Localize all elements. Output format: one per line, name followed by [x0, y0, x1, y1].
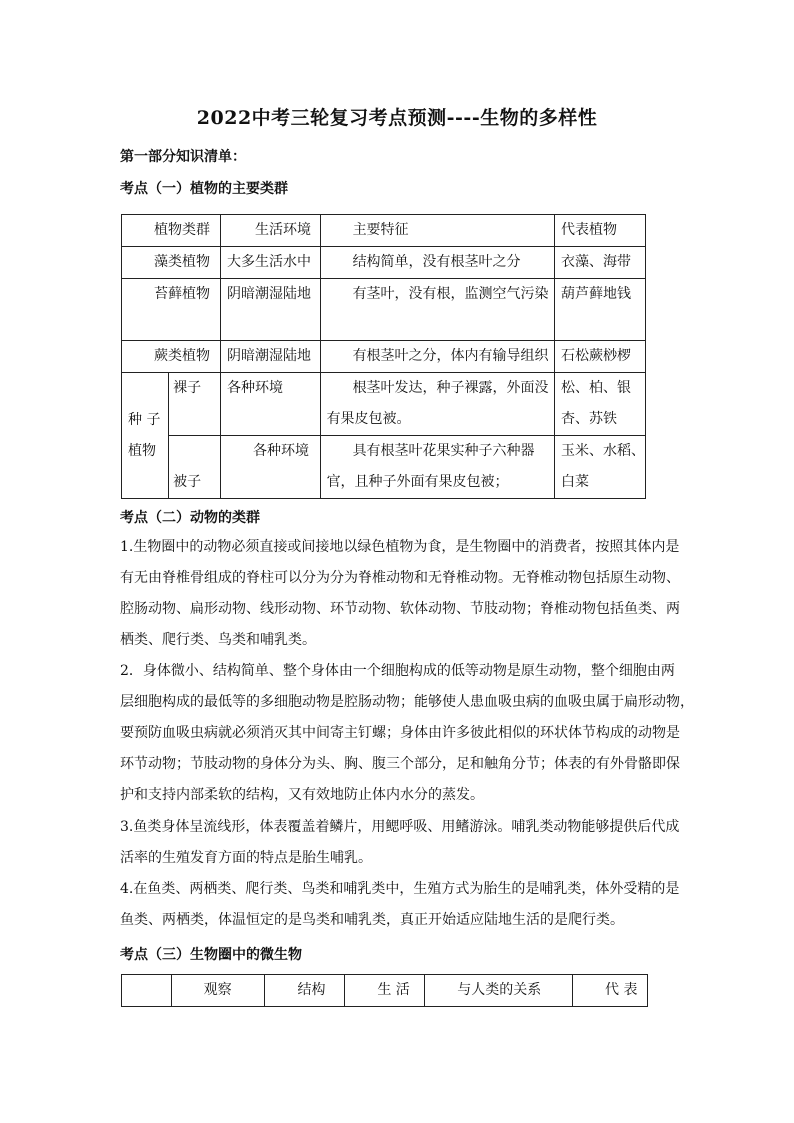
cell-rep-line2: 杏、苏铁	[560, 411, 617, 427]
paragraph-3	[120, 812, 680, 874]
cell-env: 大多生活水中	[227, 254, 312, 270]
header-life: 生 活	[377, 982, 410, 998]
cell-feature-line1: 根茎叶发达，种子裸露，外面没	[352, 380, 549, 396]
paragraph-line: 要预防血吸虫病就必须消灭其中间寄主钉螺；身体由许多彼此相似的环状体节构成的动物是	[120, 725, 680, 741]
paragraph-2	[120, 656, 694, 811]
cell-rep: 葫芦藓地钱	[560, 286, 631, 302]
cell-rep-line1: 松、柏、银	[560, 380, 631, 396]
section-heading-plants: 考点（一）植物的主要类群	[120, 181, 288, 197]
paragraph-line: 活率的生殖发育方面的特点是胎生哺乳。	[120, 850, 372, 866]
header-relation: 与人类的关系	[457, 982, 542, 998]
cell-group: 藻类植物	[154, 254, 210, 270]
section-heading-animals: 考点（二）动物的类群	[120, 510, 260, 526]
paragraph-line: 鱼类、两栖类，体温恒定的是鸟类和哺乳类，真正开始适应陆地生活的是爬行类。	[120, 912, 624, 928]
paragraph-1	[120, 532, 680, 656]
cell-subgroup: 裸子	[173, 380, 202, 396]
header-env: 生活环境	[255, 222, 312, 238]
cell-rep: 石松蕨桫椤	[560, 348, 631, 364]
cell-feature-line2: 官，且种子外面有果皮包被；	[326, 474, 509, 490]
header-group: 植物类群	[154, 222, 210, 238]
cell-feature: 结构简单，没有根茎叶之分	[352, 254, 521, 270]
header-rep: 代 表	[605, 982, 638, 998]
cell-rep: 衣藻、海带	[560, 254, 631, 270]
paragraph-line: 3.鱼类身体呈流线形，体表覆盖着鳞片，用鳃呼吸、用鳍游泳。哺乳类动物能够提供后代成	[120, 819, 680, 835]
cell-feature: 有根茎叶之分，体内有输导组织	[352, 348, 549, 364]
cell-feature-line1: 具有根茎叶花果实种子六种器	[352, 443, 535, 459]
header-structure: 结构	[297, 982, 326, 998]
cell-env: 各种环境	[227, 380, 284, 396]
paragraph-line: 2．身体微小、结构简单、整个身体由一个细胞构成的低等动物是原生动物，整个细胞由两	[120, 663, 675, 679]
seed-plant-label-line2: 植物	[128, 442, 156, 459]
table-header-row	[122, 975, 648, 1007]
section-heading-microbes: 考点（三）生物圈中的微生物	[120, 947, 302, 963]
header-feature: 主要特征	[352, 222, 409, 238]
cell-rep-line2: 白菜	[560, 474, 589, 490]
microbe-table	[121, 974, 648, 1007]
table-row	[122, 341, 646, 373]
paragraph-line: 护和支持内部柔软的结构，又有效地防止体内水分的蒸发。	[120, 787, 484, 803]
paragraph-line: 有无由脊椎骨组成的脊柱可以分为分为脊椎动物和无脊椎动物。无脊椎动物包括原生动物、	[120, 570, 680, 586]
cell-feature-line2: 有果皮包被。	[326, 411, 411, 427]
cell-group: 苔藓植物	[154, 286, 210, 302]
page-title: 2022中考三轮复习考点预测----生物的多样性	[196, 107, 598, 129]
header-rep: 代表植物	[560, 222, 617, 238]
paragraph-line: 1.生物圈中的动物必须直接或间接地以绿色植物为食，是生物圈中的消费者，按照其体内是	[120, 539, 680, 555]
cell-subgroup: 被子	[173, 474, 202, 490]
paragraph-4	[120, 874, 680, 936]
paragraph-line: 栖类、爬行类、鸟类和哺乳类。	[120, 632, 316, 648]
cell-group: 蕨类植物	[154, 348, 210, 364]
part1-heading: 第一部分知识清单：	[120, 149, 246, 165]
cell-rep-line1: 玉米、水稻、	[560, 443, 645, 459]
table-header-row	[122, 215, 646, 247]
table-row	[122, 279, 646, 341]
paragraph-line: 4.在鱼类、两栖类、爬行类、鸟类和哺乳类中，生殖方式为胎生的是哺乳类，体外受精的是	[120, 881, 680, 897]
header-observe: 观察	[203, 982, 232, 998]
seed-plant-label-line1: 种 子	[128, 411, 161, 428]
paragraph-line: 层细胞构成的最低等的多细胞动物是腔肠动物；能够使人患血吸虫病的血吸虫属于扁形动物，	[120, 694, 694, 710]
table-row-gymnosperm	[122, 373, 646, 436]
paragraph-line: 环节动物；节肢动物的身体分为头、胸、腹三个部分，足和触角分节；体表的有外骨骼即保	[120, 756, 680, 772]
table-row-angiosperm	[122, 436, 646, 499]
cell-env: 阴暗潮湿陆地	[227, 348, 312, 364]
table-row	[122, 247, 646, 279]
paragraph-line: 腔肠动物、扁形动物、线形动物、环节动物、软体动物、节肢动物；脊椎动物包括鱼类、两	[120, 601, 680, 617]
cell-feature: 有茎叶，没有根，监测空气污染	[352, 286, 549, 302]
cell-env: 阴暗潮湿陆地	[227, 286, 312, 302]
cell-env: 各种环境	[253, 443, 310, 459]
plant-groups-table	[121, 214, 646, 499]
